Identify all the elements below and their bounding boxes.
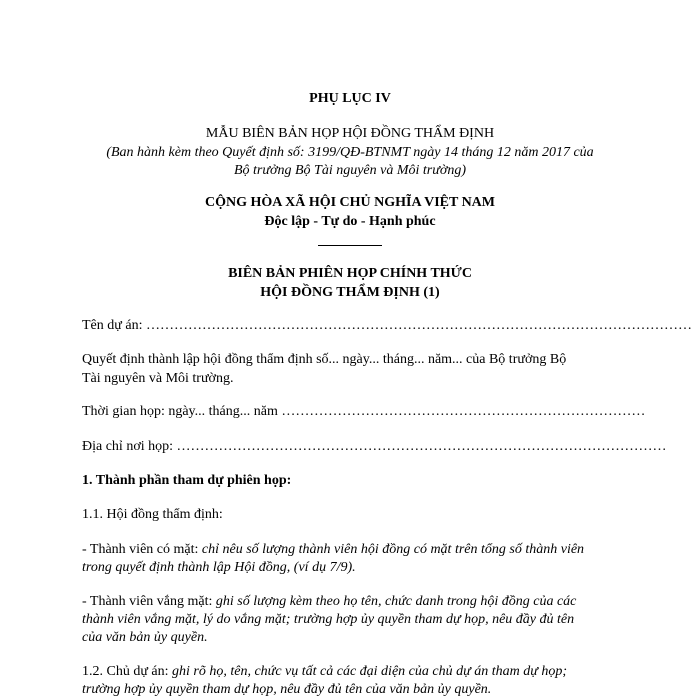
absent-members-note: ghi số lượng kèm theo họ tên, chức danh trong hội đồng của các [215, 594, 577, 609]
absent-members-line-1 [82, 592, 622, 612]
present-members-label: - Thành viên có mặt: [82, 542, 202, 557]
absent-members-label: - Thành viên vắng mặt: [82, 594, 216, 609]
decision-line-1: Quyết định thành lập hội đồng thẩm định số... ngày... tháng... năm... của Bộ trưởng Bộ [82, 352, 567, 367]
meeting-place-line: Địa chỉ nơi họp: …………………………………………………………………………………………… [82, 439, 667, 454]
issued-line-2: Bộ trưởng Bộ Tài nguyên và Môi trường) [233, 163, 467, 178]
project-owner-label: 1.2. Chủ dự án: [82, 664, 173, 679]
decision-line-2: Tài nguyên và Môi trường. [82, 371, 234, 386]
project-owner-line-2: trường hợp ủy quyền tham dự họp, nêu đầy đủ tên của văn bản ủy quyền. [82, 682, 492, 697]
motto-divider [318, 245, 382, 246]
absent-members-line-2: thành viên vắng mặt, lý do vắng mặt; trường hợp ủy quyền tham dự họp, nêu đầy đủ tên [82, 612, 575, 627]
form-title: MẪU BIÊN BẢN HỌP HỘI ĐỒNG THẨM ĐỊNH [205, 126, 495, 141]
section-1-1-title: 1.1. Hội đồng thẩm định: [82, 507, 223, 522]
present-members-line-2: trong quyết định thành lập Hội đồng, (ví dụ 7/9). [82, 560, 356, 575]
national-motto: Độc lập - Tự do - Hạnh phúc [264, 214, 436, 229]
minutes-title-line-2: HỘI ĐỒNG THẨM ĐỊNH (1) [260, 285, 440, 300]
project-name-line: Tên dự án: ……………………………………………………………………………………………………… [82, 318, 692, 333]
issued-line-1: (Ban hành kèm theo Quyết định số: 3199/QĐ-BTNMT ngày 14 tháng 12 năm 2017 của [106, 145, 594, 160]
present-members-note: chỉ nêu số lượng thành viên hội đồng có mặt trên tổng số thành viên [201, 542, 585, 557]
appendix-heading: PHỤ LỤC IV [309, 91, 391, 106]
section-1-title: 1. Thành phần tham dự phiên họp: [82, 473, 292, 488]
meeting-time-line: Thời gian họp: ngày... tháng... năm …………………………………………………………………… [82, 404, 646, 419]
country-name: CỘNG HÒA XÃ HỘI CHỦ NGHĨA VIỆT NAM [204, 195, 495, 210]
project-owner-note: ghi rõ họ, tên, chức vụ tất cả các đại diện của chủ dự án tham dự họp; [172, 664, 568, 679]
minutes-title-line-1: BIÊN BẢN PHIÊN HỌP CHÍNH THỨC [228, 266, 472, 281]
present-members-line-1 [82, 540, 622, 560]
absent-members-line-3: của văn bản ủy quyền. [82, 630, 208, 645]
project-owner-line-1 [82, 662, 622, 682]
